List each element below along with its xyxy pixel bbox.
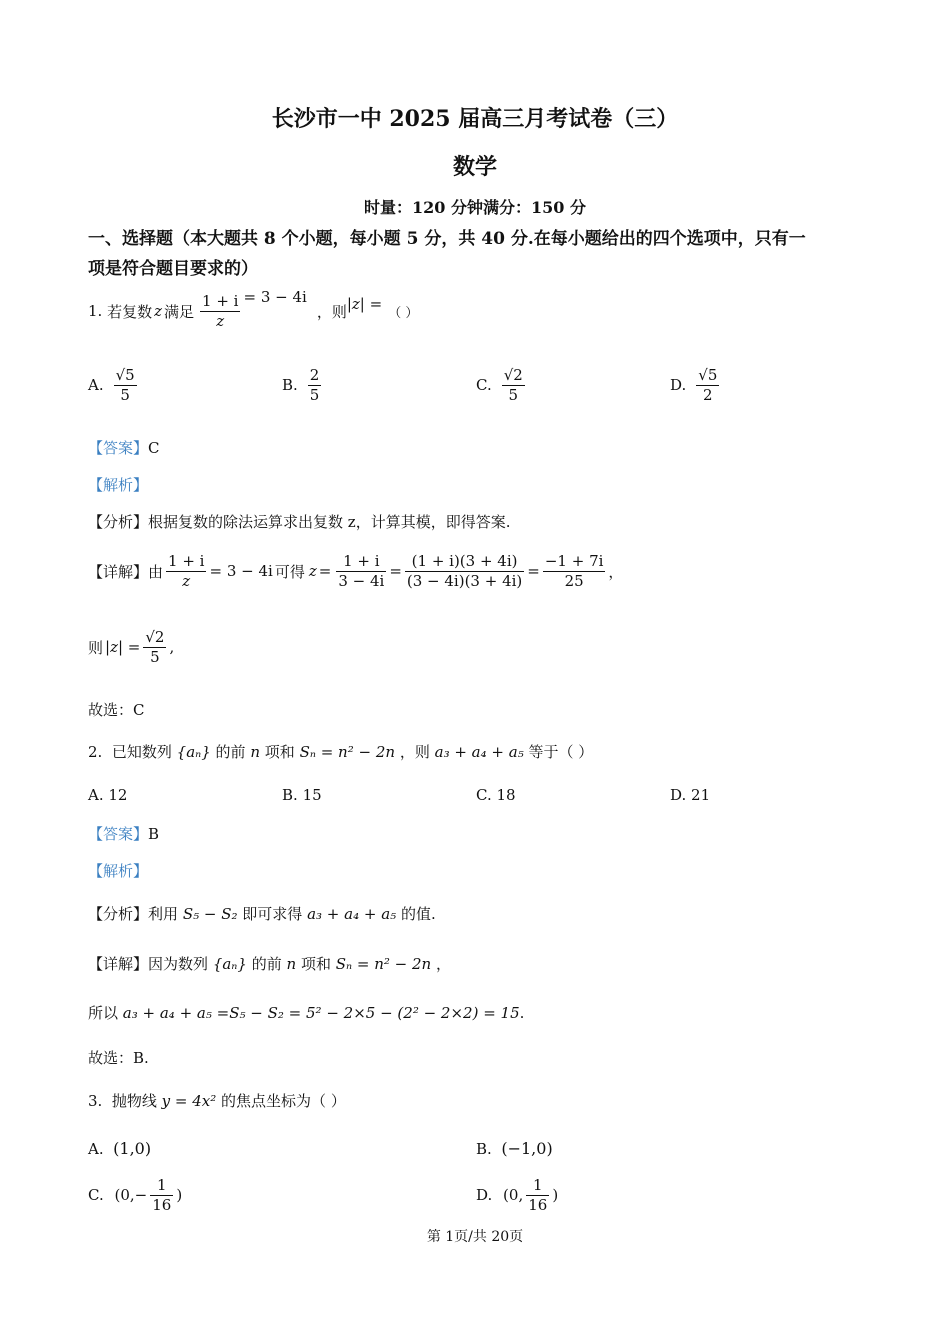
option-value: 12 xyxy=(108,786,128,804)
frac-den: 16 xyxy=(528,1195,548,1214)
parabola-expr: y = 4x² xyxy=(161,1092,217,1110)
option-c xyxy=(476,366,528,405)
option-prefix: (0,− xyxy=(114,1186,148,1205)
question-text: 项和 xyxy=(264,743,295,761)
answer-tag: 【答案】 xyxy=(88,439,149,457)
detail-fraction xyxy=(336,552,386,591)
frac-num: √5 xyxy=(115,366,135,384)
question-text: 若复数 xyxy=(107,302,153,321)
option-b xyxy=(282,366,324,405)
question-text: 满足 xyxy=(164,302,195,321)
frac-den: 5 xyxy=(120,385,130,404)
option-a xyxy=(88,1139,151,1158)
option-d xyxy=(670,366,722,405)
answer-tag: 【答案】 xyxy=(88,825,149,843)
comma: , xyxy=(169,638,175,657)
so-end: . xyxy=(519,1004,525,1022)
question-text: 的前 xyxy=(215,743,246,761)
option-label: C. xyxy=(476,786,492,804)
comma: ， xyxy=(608,562,624,581)
q1-fraction xyxy=(200,292,240,331)
frac-num: 2 xyxy=(309,366,320,384)
modulus-fraction xyxy=(143,628,166,667)
answer-value: B xyxy=(148,825,160,843)
frac-den: 3 − 4i xyxy=(338,571,385,590)
frac-den: (3 − 4i)(3 + 4i) xyxy=(406,571,523,590)
question-1 xyxy=(88,288,419,331)
frac-num: √2 xyxy=(145,628,165,646)
question-text: 已知数列 xyxy=(111,743,172,761)
frac-num: 1 + i xyxy=(202,292,239,310)
option-fraction xyxy=(526,1176,549,1215)
option-c xyxy=(476,786,516,804)
question-2 xyxy=(88,741,593,762)
question-text: 抛物线 xyxy=(111,1092,157,1110)
question-number: 3. xyxy=(88,1092,103,1110)
option-a xyxy=(88,366,140,405)
sequence: {aₙ} xyxy=(176,743,211,761)
option-d xyxy=(476,1176,558,1215)
frac-den: z xyxy=(216,311,225,330)
question-number: 1. xyxy=(88,302,103,321)
section-heading: 一、选择题（本大题共 8 个小题，每小题 5 分，共 40 分.在每小题给出的四个选项中，只有一 xyxy=(88,229,806,249)
target-expr: a₃ + a₄ + a₅ xyxy=(434,743,524,761)
option-c xyxy=(88,1176,182,1215)
fenxi-line xyxy=(88,903,436,924)
analysis-tag: 【解析】 xyxy=(88,476,149,494)
detail-tag: 【详解】 xyxy=(88,955,149,973)
answer-line xyxy=(88,823,159,844)
question-text: ，则 xyxy=(399,743,430,761)
option-b xyxy=(282,786,322,804)
detail-line xyxy=(88,552,623,591)
option-label: C. xyxy=(88,1186,104,1205)
option-fraction xyxy=(696,366,719,405)
frac-num: √2 xyxy=(503,366,523,384)
fenxi-text: 利用 xyxy=(148,905,179,923)
fenxi-line xyxy=(88,511,510,532)
so-line xyxy=(88,1002,524,1023)
frac-num: √5 xyxy=(698,366,718,384)
frac-num: (1 + i)(3 + 4i) xyxy=(405,552,524,572)
modulus-line xyxy=(88,628,174,667)
so-expr: a₃ + a₄ + a₅ =S₅ − S₂ = 5² − 2×5 − (2² − 2×2) = 15 xyxy=(122,1004,520,1022)
option-label: B. xyxy=(282,376,298,395)
option-fraction xyxy=(150,1176,173,1215)
option-b xyxy=(476,1139,553,1158)
frac-den: 5 xyxy=(508,385,519,404)
option-suffix: ) xyxy=(176,1186,183,1205)
frac-den: 25 xyxy=(564,571,584,590)
detail-text: ， xyxy=(435,955,451,973)
frac-den: 5 xyxy=(150,647,160,666)
equals-sign: = xyxy=(527,562,540,581)
option-fraction xyxy=(502,366,525,405)
frac-num: 1 + i xyxy=(336,552,386,572)
analysis-tag: 【解析】 xyxy=(88,862,149,880)
answer-bracket: （ ） xyxy=(388,305,419,321)
option-label: A. xyxy=(88,1140,104,1158)
section-heading-cont: 项是符合题目要求的） xyxy=(88,259,258,279)
option-label: D. xyxy=(476,1186,493,1205)
page-footer: 第 1页/共 20页 xyxy=(426,1229,524,1245)
time-info: 时量：120 分钟满分：150 分 xyxy=(364,198,586,217)
page-title: 长沙市一中 2025 届高三月考试卷（三） xyxy=(271,106,679,132)
option-label: A. xyxy=(88,376,104,395)
option-value: (1,0) xyxy=(113,1139,152,1158)
fenxi-text: 的值. xyxy=(400,905,436,923)
option-prefix: (0, xyxy=(503,1186,524,1205)
conclusion: 故选：C xyxy=(88,701,145,719)
abs-expr: |z| = xyxy=(105,638,141,657)
fenxi-tag: 【分析】 xyxy=(88,905,149,923)
sum-expr: Sₙ = n² − 2n xyxy=(335,955,432,973)
var-n: n xyxy=(286,955,297,973)
frac-num: −1 + 7i xyxy=(544,552,604,570)
fenxi-target: a₃ + a₄ + a₅ xyxy=(307,905,397,923)
detail-text: 的前 xyxy=(251,955,282,973)
detail-tag: 【详解】 xyxy=(88,562,149,581)
option-label: A. xyxy=(88,786,104,804)
so-prefix: 所以 xyxy=(88,1004,119,1022)
var-n: n xyxy=(250,743,261,761)
detail-text: 由 xyxy=(148,562,164,581)
option-value: 18 xyxy=(496,786,516,804)
frac-num: 1 xyxy=(150,1176,173,1196)
frac-num: 1 xyxy=(526,1176,549,1196)
equals-sign: = xyxy=(389,562,402,581)
modulus-prefix: 则 xyxy=(88,638,104,657)
option-label: C. xyxy=(476,376,492,395)
option-d xyxy=(670,786,710,804)
question-text: ，则 xyxy=(316,302,347,321)
option-fraction xyxy=(114,366,137,405)
frac-den: z xyxy=(182,571,191,590)
answer-value: C xyxy=(148,439,160,457)
conclusion: 故选：B. xyxy=(88,1049,149,1067)
equals-sign: = xyxy=(318,562,332,581)
frac-den: 2 xyxy=(703,385,713,404)
frac-den: 16 xyxy=(152,1195,172,1214)
frac-num: 1 + i xyxy=(168,552,205,570)
detail-line xyxy=(88,953,451,974)
option-label: D. xyxy=(670,786,687,804)
detail-fraction xyxy=(166,552,206,591)
option-value: 21 xyxy=(691,786,711,804)
sequence: {aₙ} xyxy=(212,955,247,973)
detail-fraction xyxy=(543,552,606,591)
fenxi-tag: 【分析】 xyxy=(88,513,149,531)
fenxi-expr: S₅ − S₂ xyxy=(182,905,238,923)
fenxi-text: 即可求得 xyxy=(242,905,303,923)
var-z: z xyxy=(308,562,317,581)
abs-expr: |z| = xyxy=(346,295,383,314)
option-fraction xyxy=(308,366,322,405)
detail-text: 因为数列 xyxy=(148,955,209,973)
fenxi-text: 根据复数的除法运算求出复数 z，计算其模，即得答案. xyxy=(148,513,511,531)
option-suffix: ) xyxy=(552,1186,559,1205)
sum-expr: Sₙ = n² − 2n xyxy=(299,743,396,761)
option-label: B. xyxy=(476,1140,492,1158)
detail-fraction xyxy=(405,552,524,591)
option-a xyxy=(88,786,127,804)
var-z: z xyxy=(154,302,163,321)
question-3 xyxy=(88,1090,346,1111)
option-label: D. xyxy=(670,376,687,395)
question-number: 2. xyxy=(88,743,103,761)
detail-text: 可得 xyxy=(274,562,305,581)
frac-den: 5 xyxy=(309,385,320,404)
option-value: (−1,0) xyxy=(501,1139,553,1158)
option-value: 15 xyxy=(302,786,322,804)
option-label: B. xyxy=(282,786,298,804)
detail-text: 项和 xyxy=(300,955,331,973)
subject-title: 数学 xyxy=(452,154,497,180)
answer-line xyxy=(88,437,160,458)
eq-rhs: = 3 − 4i xyxy=(243,288,307,307)
eq-rhs: = 3 − 4i xyxy=(209,562,273,581)
question-text: 等于（ ） xyxy=(528,743,594,761)
question-text: 的焦点坐标为（ ） xyxy=(221,1092,346,1110)
